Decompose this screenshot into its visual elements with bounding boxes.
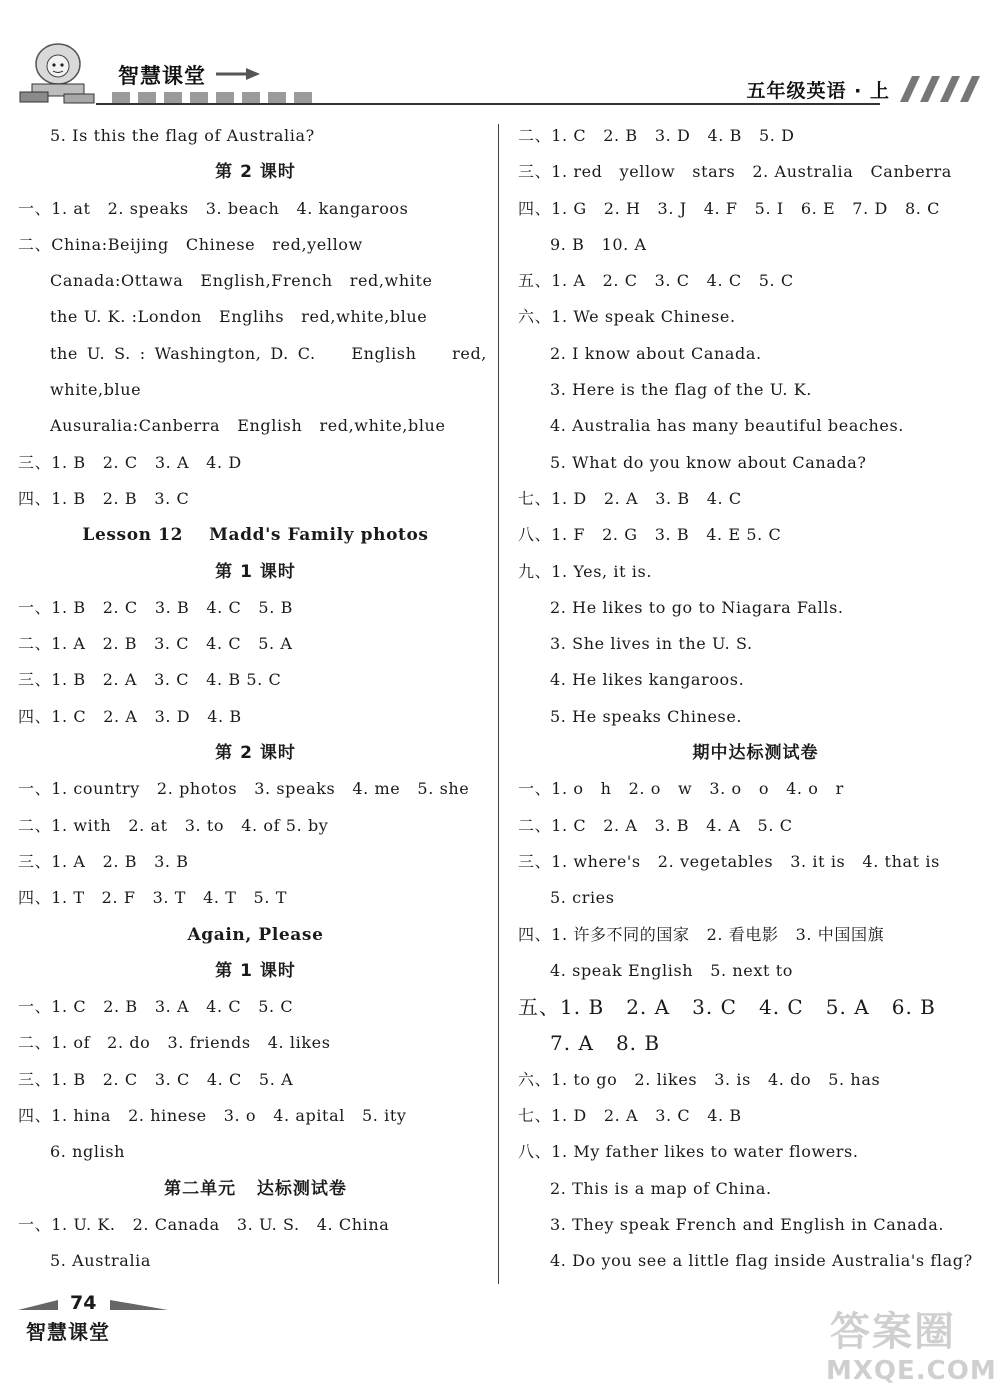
answer-line: 八、1. F 2. G 3. B 4. E 5. C: [518, 525, 782, 545]
answer-line: 5. He speaks Chinese.: [550, 706, 743, 726]
answer-line: 八、1. My father likes to water flowers.: [518, 1142, 859, 1162]
reading-girl-logo-icon: [18, 40, 96, 106]
section-heading: 第 1 课时: [215, 561, 296, 582]
watermark-en: MXQE.COM: [826, 1356, 997, 1386]
answer-line: 四、1. 许多不同的国家 2. 看电影 3. 中国国旗: [518, 924, 885, 944]
answer-line: 九、1. Yes, it is.: [518, 561, 653, 581]
left-answer-column: [18, 118, 493, 1280]
watermark-cn: 答案圈: [830, 1309, 956, 1355]
answer-line: 一、1. o h 2. o w 3. o o 4. o r: [518, 779, 844, 799]
answer-line: 五、1. A 2. C 3. C 4. C 5. C: [518, 271, 794, 291]
answer-line: 四、1. G 2. H 3. J 4. F 5. I 6. E 7. D 8. C: [518, 198, 940, 218]
answer-line: 二、1. A 2. B 3. C 4. C 5. A: [18, 634, 293, 654]
answer-line: 七、1. D 2. A 3. B 4. C: [518, 488, 742, 508]
answer-line: 5. cries: [550, 888, 615, 908]
section-heading: 第 2 课时: [215, 162, 296, 183]
answer-line: 一、1. country 2. photos 3. speaks 4. me 5. she: [18, 779, 470, 799]
answer-line: 一、1. B 2. C 3. B 4. C 5. B: [18, 597, 293, 617]
answer-line: 3. She lives in the U. S.: [550, 634, 753, 654]
column-divider: [498, 124, 499, 1284]
answer-line: 三、1. B 2. A 3. C 4. B 5. C: [18, 670, 282, 690]
answer-line: 3. They speak French and English in Canada.: [550, 1214, 945, 1234]
answer-line: 三、1. B 2. C 3. C 4. C 5. A: [18, 1069, 294, 1089]
answer-line: 5. What do you know about Canada?: [550, 452, 867, 472]
section-heading: 第 2 课时: [215, 743, 296, 764]
arrow-right-icon: [216, 66, 260, 82]
footer-brand: 智慧课堂: [26, 1320, 110, 1344]
header-rule: [96, 103, 880, 105]
answer-line: 4. speak English 5. next to: [550, 960, 793, 980]
header-brand: 智慧课堂: [118, 64, 206, 88]
answer-line: Ausuralia:Canberra English red,white,blue: [50, 416, 446, 436]
answer-line: 4. Australia has many beautiful beaches.: [550, 416, 904, 436]
answer-line: 三、1. A 2. B 3. B: [18, 851, 189, 871]
answer-line: 2. He likes to go to Niagara Falls.: [550, 597, 844, 617]
answer-line: 5. Is this the flag of Australia?: [50, 126, 315, 145]
header-square-dots: [112, 90, 320, 109]
answer-line: 一、1. C 2. B 3. A 4. C 5. C: [18, 997, 294, 1017]
answer-line: 2. I know about Canada.: [550, 343, 762, 363]
answer-line: the U. K. :London Englihs red,white,blue: [50, 307, 428, 327]
answer-line: 三、1. B 2. C 3. A 4. D: [18, 452, 242, 472]
answer-line: Canada:Ottawa English,French red,white: [50, 271, 433, 291]
answer-line: 4. Do you see a little flag inside Australia's flag?: [550, 1251, 973, 1271]
answer-line: 六、1. We speak Chinese.: [518, 307, 736, 327]
stripes-icon: [890, 76, 980, 102]
watermark-logo: [822, 1296, 997, 1396]
section-heading: 第二单元 达标测试卷: [164, 1178, 347, 1199]
answer-line: 4. He likes kangaroos.: [550, 670, 745, 690]
answer-line: 七、1. D 2. A 3. C 4. B: [518, 1106, 742, 1126]
answer-line: white,blue: [50, 380, 142, 400]
page-header: [0, 0, 1000, 120]
answer-line: 五、1. B 2. A 3. C 4. C 5. A 6. B: [518, 995, 936, 1020]
answer-line: 9. B 10. A: [550, 234, 647, 254]
page-footer: [18, 1292, 178, 1342]
answer-line: the U. S. : Washington, D. C. English red,: [50, 343, 487, 363]
section-heading: 期中达标测试卷: [692, 743, 819, 764]
answer-line: 四、1. hina 2. hinese 3. o 4. apital 5. ity: [18, 1106, 407, 1126]
answer-line: 三、1. where's 2. vegetables 3. it is 4. that is: [518, 851, 940, 871]
header-grade: 五年级英语 · 上: [746, 80, 890, 102]
section-heading: Again, Please: [187, 924, 324, 945]
answer-line: 一、1. at 2. speaks 3. beach 4. kangaroos: [18, 198, 409, 218]
answer-line: 四、1. T 2. F 3. T 4. T 5. T: [18, 888, 287, 908]
answer-line: 一、1. U. K. 2. Canada 3. U. S. 4. China: [18, 1214, 390, 1234]
answer-line: 四、1. C 2. A 3. D 4. B: [18, 706, 242, 726]
right-answer-column: [518, 118, 993, 1280]
section-heading: Lesson 12 Madd's Family photos: [82, 525, 429, 546]
answer-line: 二、1. C 2. A 3. B 4. A 5. C: [518, 815, 793, 835]
answer-line: 3. Here is the flag of the U. K.: [550, 380, 812, 400]
page-number: 74: [70, 1292, 97, 1314]
answer-line: 二、1. of 2. do 3. friends 4. likes: [18, 1033, 331, 1053]
answer-line: 6. nglish: [50, 1142, 126, 1162]
section-heading: 第 1 课时: [215, 960, 296, 981]
answer-line: 5. Australia: [50, 1251, 152, 1271]
answer-line: 二、1. with 2. at 3. to 4. of 5. by: [18, 815, 329, 835]
answer-line: 7. A 8. B: [550, 1031, 661, 1056]
answer-line: 二、1. C 2. B 3. D 4. B 5. D: [518, 126, 795, 145]
answer-line: 四、1. B 2. B 3. C: [18, 488, 190, 508]
answer-line: 2. This is a map of China.: [550, 1178, 772, 1198]
answer-line: 二、China:Beijing Chinese red,yellow: [18, 234, 363, 254]
answer-line: 三、1. red yellow stars 2. Australia Canberra: [518, 162, 952, 182]
answer-line: 六、1. to go 2. likes 3. is 4. do 5. has: [518, 1069, 881, 1089]
